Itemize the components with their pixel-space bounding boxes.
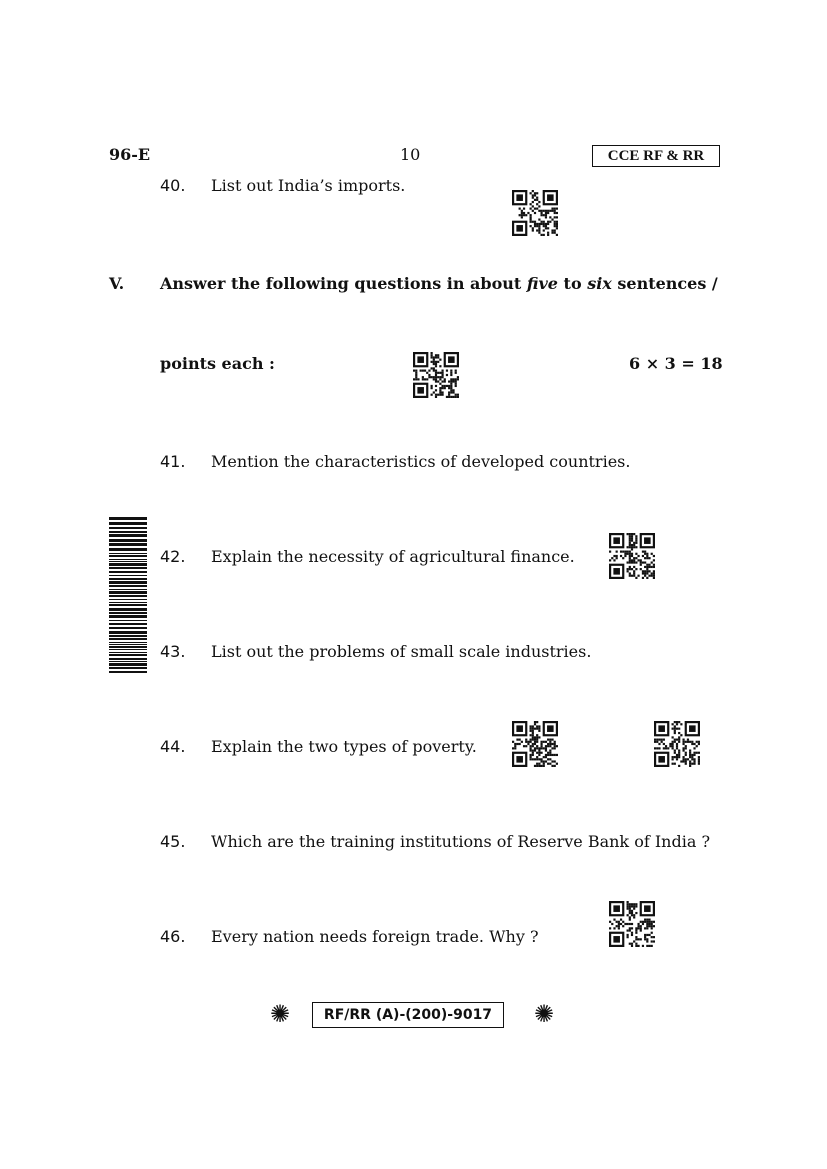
question-text: Explain the necessity of agricultural finance. — [211, 547, 575, 566]
question-number: 43. — [160, 642, 186, 661]
section-marks: 6 × 3 = 18 — [629, 354, 723, 373]
question-number: 44. — [160, 737, 186, 756]
barcode-icon — [109, 517, 147, 673]
question-text: List out India’s imports. — [211, 176, 406, 195]
question-number: 46. — [160, 927, 186, 946]
question-text: Mention the characteristics of developed countries. — [211, 452, 631, 471]
star-ornament-icon: ✺ — [270, 1000, 291, 1028]
instruction-text: Answer the following questions in about — [160, 274, 527, 293]
question-number: 45. — [160, 832, 186, 851]
question-text: Every nation needs foreign trade. Why ? — [211, 927, 539, 946]
section-instruction-line2: points each : — [160, 354, 275, 373]
question-text: List out the problems of small scale industries. — [211, 642, 592, 661]
qr-code-icon — [512, 190, 558, 236]
instruction-text: to — [557, 274, 588, 293]
footer-code-box: RF/RR (A)-(200)-9017 — [312, 1002, 504, 1028]
question-number: 42. — [160, 547, 186, 566]
instruction-text: sentences / — [611, 274, 718, 293]
question-number: 40. — [160, 176, 186, 195]
instruction-emphasis: five — [526, 274, 558, 293]
qr-code-icon — [609, 901, 655, 947]
exam-type-box: CCE RF & RR — [592, 145, 720, 167]
qr-code-icon — [609, 533, 655, 579]
qr-code-icon — [654, 721, 700, 767]
section-number: V. — [109, 274, 125, 293]
paper-code: 96-E — [109, 145, 151, 164]
qr-code-icon — [512, 721, 558, 767]
question-text: Which are the training institutions of Reserve Bank of India ? — [211, 832, 711, 851]
question-text: Explain the two types of poverty. — [211, 737, 477, 756]
instruction-emphasis: six — [587, 274, 612, 293]
section-instruction — [160, 274, 718, 293]
qr-code-icon — [413, 352, 459, 398]
page-number: 10 — [400, 145, 421, 164]
star-ornament-icon: ✺ — [534, 1000, 555, 1028]
question-number: 41. — [160, 452, 186, 471]
